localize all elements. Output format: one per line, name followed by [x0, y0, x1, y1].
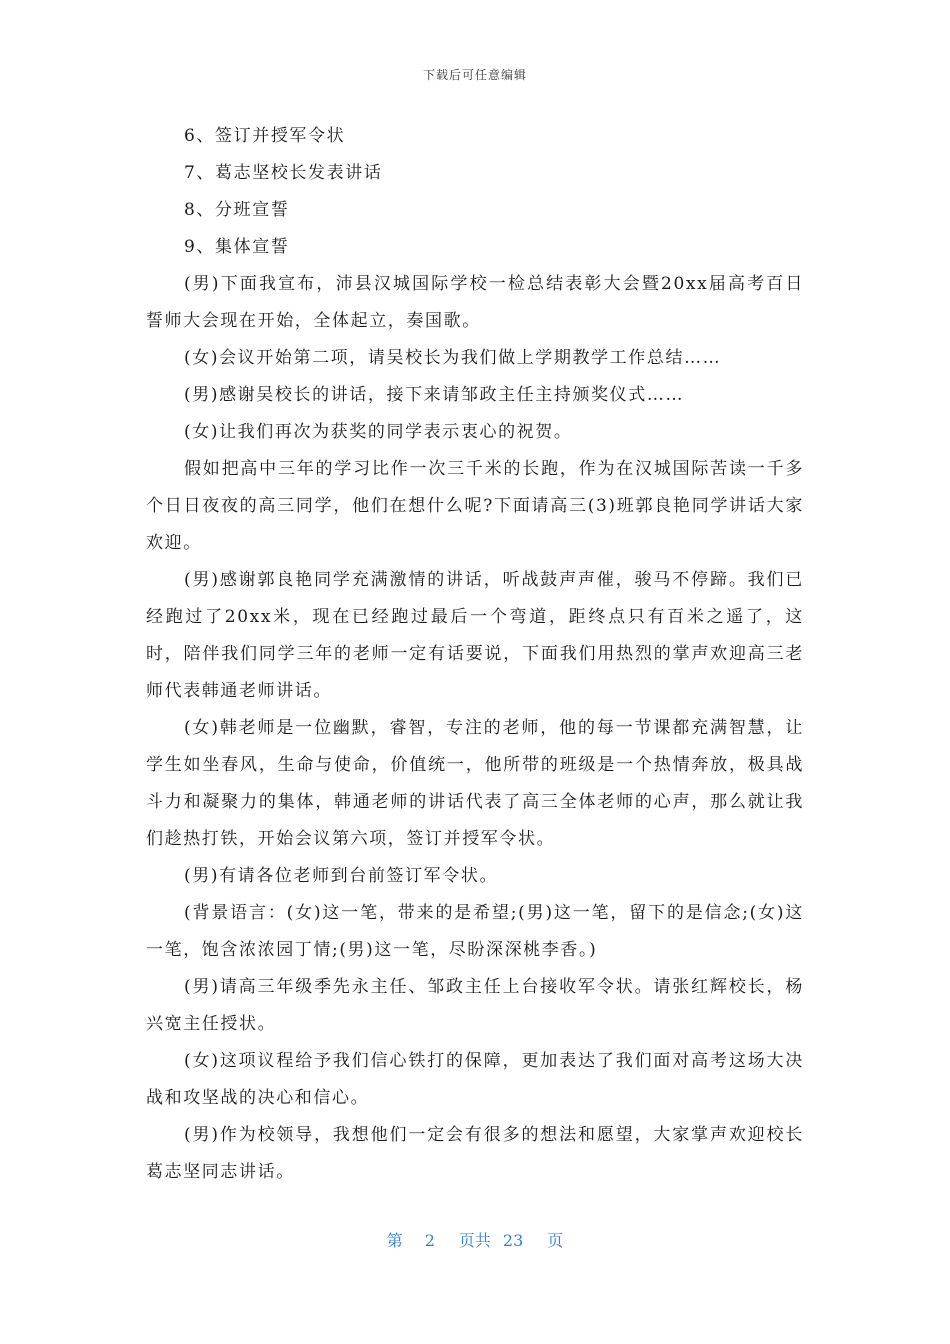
footer-page-number: 2: [424, 1231, 435, 1250]
paragraph-congrats: (女)让我们再次为获奖的同学表示衷心的祝贺。: [184, 422, 573, 442]
agenda-item-6: 6、签订并授军令状: [184, 126, 346, 146]
agenda-item-8: 8、分班宣誓: [184, 200, 290, 220]
page-header-note: 下载后可任意编辑: [422, 68, 527, 82]
paragraph-receive-pledge: (男)请高三年级季先永主任、邹政主任上台接收军令状。请张红辉校长，杨兴宽主任授状。: [146, 977, 804, 1034]
footer-prefix: 第: [386, 1231, 403, 1250]
paragraph-teacher-intro: (男)感谢郭良艳同学充满激情的讲话，听战鼓声声催，骏马不停蹄。我们已经跑过了20xx米，现在已经跑过最后一个弯道，距终点只有百米之遥了，这时，陪伴我们同学三年的老师一定有话要说，下面我们用热烈的掌声欢迎高三老师代表韩通老师讲话。: [146, 570, 804, 701]
footer-middle: 页共: [458, 1231, 491, 1250]
footer-total-pages: 23: [502, 1231, 524, 1250]
footer-suffix: 页: [547, 1231, 564, 1250]
document-body: [146, 118, 804, 1191]
paragraph-student-speech: 假如把高中三年的学习比作一次三千米的长跑，作为在汉城国际苦读一千多个日日夜夜的高三同学，他们在想什么呢?下面请高三(3)班郭良艳同学讲话大家欢迎。: [146, 459, 804, 553]
agenda-item-7: 7、葛志坚校长发表讲话: [184, 163, 383, 183]
paragraph-background-voice: (背景语言：(女)这一笔，带来的是希望;(男)这一笔，留下的是信念;(女)这一笔，饱含浓浓园丁情;(男)这一笔，尽盼深深桃李香。): [146, 903, 804, 960]
paragraph-sign-pledge: (男)有请各位老师到台前签订军令状。: [184, 866, 499, 886]
paragraph-principal-speech: (男)作为校领导，我想他们一定会有很多的想法和愿望，大家掌声欢迎校长葛志坚同志讲话。: [146, 1125, 804, 1182]
paragraph-confidence: (女)这项议程给予我们信心铁打的保障，更加表达了我们面对高考这场大决战和攻坚战的决心和信心。: [146, 1051, 804, 1108]
paragraph-teacher-praise: (女)韩老师是一位幽默，睿智，专注的老师，他的每一节课都充满智慧，让学生如坐春风，生命与使命，价值统一，他所带的班级是一个热情奔放，极具战斗力和凝聚力的集体，韩通老师的讲话代表了高三全体老师的心声，那么就让我们趁热打铁，开始会议第六项，签订并授军令状。: [146, 718, 804, 849]
paragraph-awards: (男)感谢吴校长的讲话，接下来请邹政主任主持颁奖仪式……: [184, 385, 685, 405]
page-footer: [0, 1228, 950, 1251]
paragraph-opening: (男)下面我宣布，沛县汉城国际学校一检总结表彰大会暨20xx届高考百日誓师大会现在开始，全体起立，奏国歌。: [146, 274, 804, 331]
agenda-item-9: 9、集体宣誓: [184, 237, 290, 257]
paragraph-second-item: (女)会议开始第二项，请吴校长为我们做上学期教学工作总结……: [184, 348, 722, 368]
